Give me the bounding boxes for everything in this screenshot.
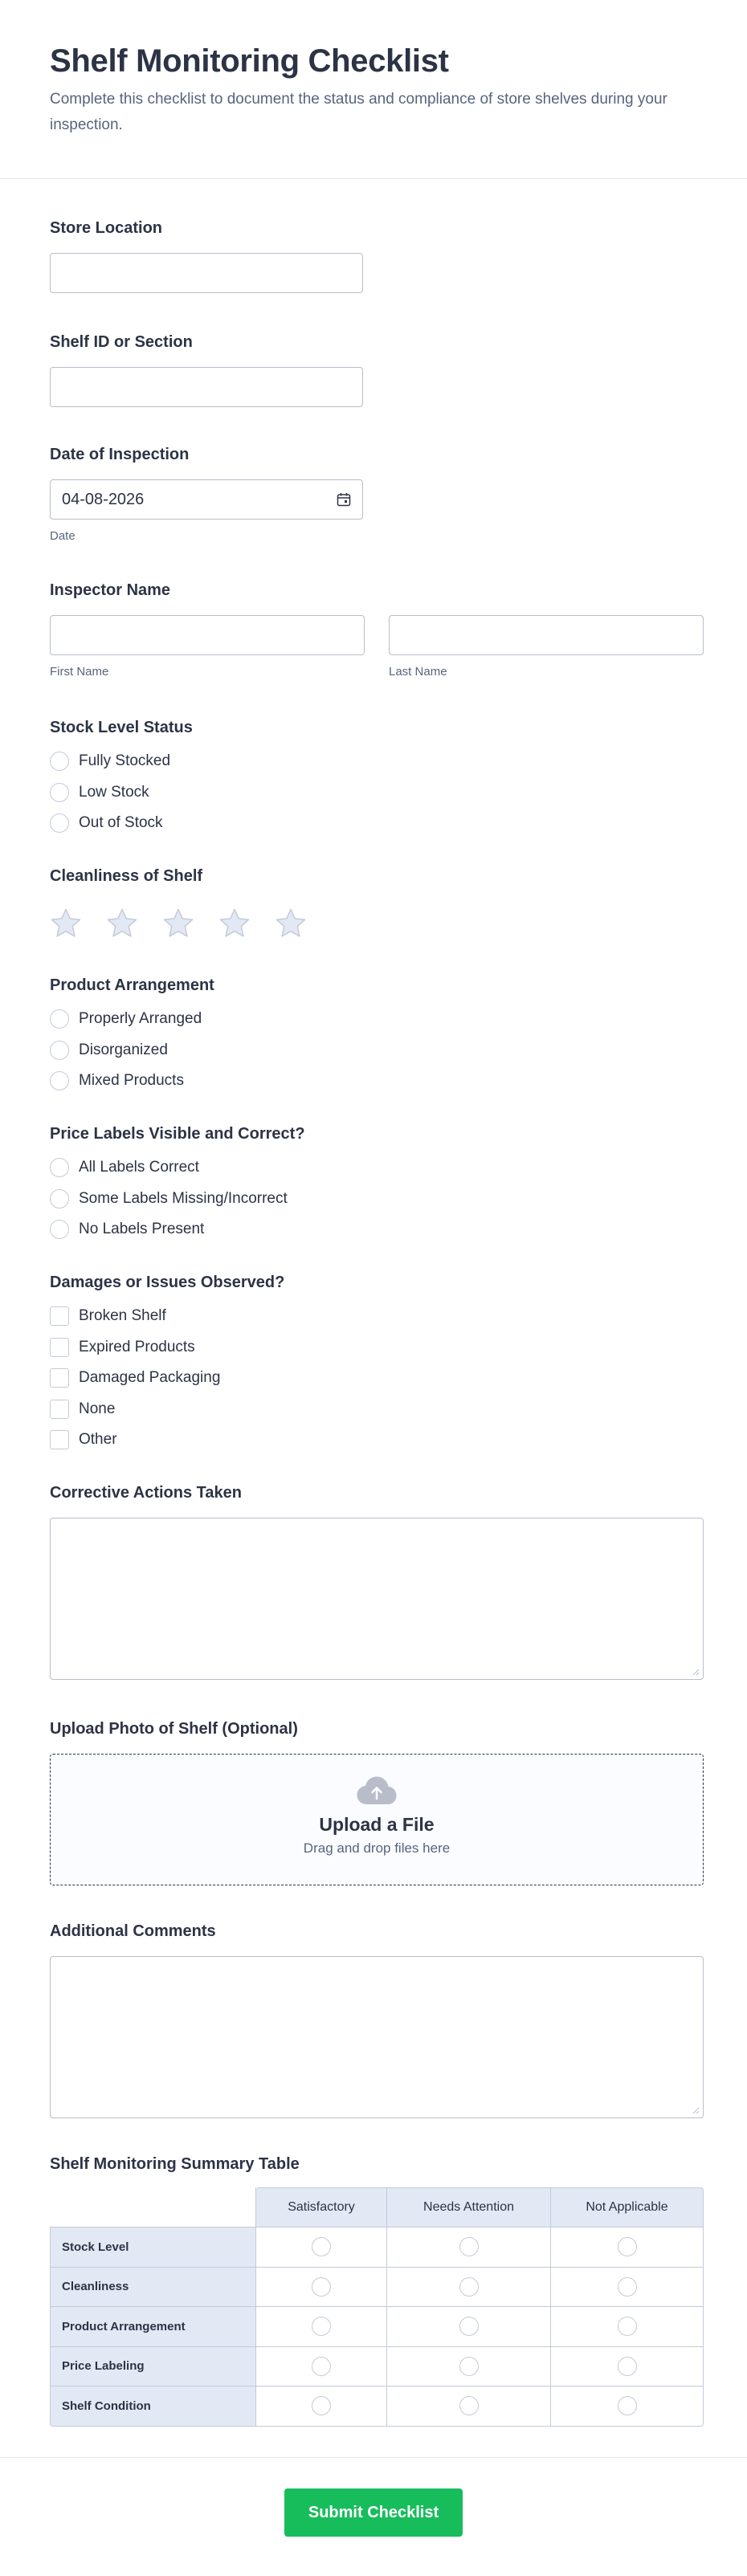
radio-button[interactable] [618, 2317, 637, 2336]
option-label: All Labels Correct [79, 1159, 199, 1176]
matrix-cell[interactable] [256, 2386, 387, 2427]
inspector-name-fields [50, 615, 704, 679]
damages-option[interactable] [50, 1429, 704, 1450]
star-icon[interactable] [218, 907, 251, 940]
radio-button[interactable] [312, 2357, 331, 2376]
radio-button[interactable] [50, 752, 69, 771]
radio-button[interactable] [50, 1009, 69, 1029]
damages-option[interactable] [50, 1306, 704, 1327]
checkbox[interactable] [50, 1400, 69, 1419]
price-labels-option[interactable] [50, 1219, 704, 1240]
store-location-question [50, 218, 704, 293]
matrix-row [50, 2268, 704, 2308]
matrix-cell[interactable] [551, 2386, 704, 2427]
submit-button[interactable]: Submit Checklist [284, 2488, 463, 2537]
resize-handle-icon[interactable] [692, 1668, 700, 1676]
form-content [0, 218, 747, 2427]
arrangement-options [50, 1009, 704, 1091]
option-label: Broken Shelf [79, 1307, 166, 1324]
store-location-input[interactable] [50, 253, 363, 293]
matrix-header-row [50, 2187, 704, 2228]
last-name-sublabel: Last Name [389, 665, 447, 679]
date-value: 04-08-2026 [62, 490, 145, 508]
radio-button[interactable] [312, 2317, 331, 2336]
matrix-cell[interactable] [551, 2347, 704, 2387]
star-icon[interactable] [162, 907, 194, 940]
shelf-id-input[interactable] [50, 367, 363, 407]
price-labels-option[interactable] [50, 1188, 704, 1209]
matrix-row [50, 2386, 704, 2427]
star-rating [50, 907, 704, 940]
option-label: None [79, 1400, 116, 1417]
arrangement-label: Product Arrangement [50, 976, 214, 994]
radio-button[interactable] [618, 2237, 637, 2256]
radio-button[interactable] [618, 2396, 637, 2415]
damages-label: Damages or Issues Observed? [50, 1274, 285, 1291]
inspector-name-question [50, 580, 704, 679]
matrix-cell[interactable] [387, 2268, 551, 2308]
damages-option[interactable] [50, 1337, 704, 1358]
matrix-cell[interactable] [387, 2228, 551, 2268]
option-label: Fully Stocked [79, 752, 171, 769]
cloud-upload-icon [356, 1775, 398, 1806]
form-title: Shelf Monitoring Checklist [50, 43, 449, 79]
radio-button[interactable] [618, 2357, 637, 2376]
star-icon[interactable] [50, 907, 82, 940]
store-location-label: Store Location [50, 219, 163, 237]
last-name-group [389, 615, 704, 679]
summary-label: Shelf Monitoring Summary Table [50, 2155, 300, 2173]
cleanliness-label: Cleanliness of Shelf [50, 867, 203, 885]
stock-level-option[interactable] [50, 751, 704, 772]
stock-level-option[interactable] [50, 813, 704, 834]
radio-button[interactable] [459, 2237, 479, 2256]
option-label: Damaged Packaging [79, 1369, 221, 1386]
radio-button[interactable] [50, 1041, 69, 1060]
price-labels-question [50, 1123, 704, 1240]
matrix-cell[interactable] [387, 2386, 551, 2427]
matrix-cell[interactable] [256, 2228, 387, 2268]
first-name-sublabel: First Name [50, 665, 109, 679]
price-labels-options [50, 1157, 704, 1240]
arrangement-option[interactable] [50, 1070, 704, 1091]
radio-button[interactable] [312, 2396, 331, 2415]
matrix-row [50, 2228, 704, 2268]
first-name-group [50, 615, 365, 679]
form-header [0, 0, 747, 179]
arrangement-option[interactable] [50, 1040, 704, 1061]
damages-option[interactable] [50, 1399, 704, 1420]
matrix-cell[interactable] [551, 2268, 704, 2308]
matrix-column-header: Needs Attention [387, 2187, 551, 2228]
matrix-corner [50, 2187, 256, 2228]
option-label: No Labels Present [79, 1221, 205, 1237]
radio-button[interactable] [459, 2396, 479, 2415]
damages-option[interactable] [50, 1367, 704, 1388]
option-label: Disorganized [79, 1041, 168, 1058]
inspector-name-label: Inspector Name [50, 581, 171, 599]
comments-label: Additional Comments [50, 1922, 216, 1940]
radio-button[interactable] [50, 1158, 69, 1177]
last-name-input[interactable] [389, 615, 704, 655]
form-footer [0, 2457, 747, 2576]
arrangement-option[interactable] [50, 1009, 704, 1029]
option-label: Properly Arranged [79, 1010, 202, 1027]
star-icon[interactable] [275, 907, 307, 940]
radio-button[interactable] [459, 2317, 479, 2336]
option-label: Some Labels Missing/Incorrect [79, 1189, 288, 1207]
matrix-cell[interactable] [551, 2307, 704, 2347]
radio-button[interactable] [50, 1220, 69, 1239]
stock-level-options [50, 751, 704, 834]
matrix-row-header: Price Labeling [50, 2347, 256, 2387]
radio-button[interactable] [50, 1071, 69, 1090]
calendar-icon[interactable] [337, 492, 351, 507]
matrix-column-header: Satisfactory [256, 2187, 387, 2228]
resize-handle-icon[interactable] [692, 2106, 700, 2114]
date-question [50, 444, 704, 543]
radio-button[interactable] [50, 813, 69, 833]
matrix-cell[interactable] [387, 2307, 551, 2347]
comments-question [50, 1921, 704, 2118]
damages-options [50, 1306, 704, 1450]
checkbox[interactable] [50, 1368, 69, 1388]
matrix-row-header: Shelf Condition [50, 2386, 256, 2427]
price-labels-option[interactable] [50, 1157, 704, 1178]
matrix-column-header: Not Applicable [551, 2187, 704, 2228]
matrix-row [50, 2347, 704, 2387]
upload-dropzone[interactable] [50, 1754, 704, 1885]
matrix-row-header: Stock Level [50, 2228, 256, 2268]
radio-button[interactable] [459, 2357, 479, 2376]
cleanliness-question [50, 866, 704, 940]
upload-subtitle: Drag and drop files here [303, 1840, 451, 1856]
corrective-label: Corrective Actions Taken [50, 1484, 242, 1502]
radio-button[interactable] [312, 2237, 331, 2256]
shelf-id-label: Shelf ID or Section [50, 333, 193, 351]
shelf-id-question [50, 332, 704, 407]
radio-button[interactable] [459, 2277, 479, 2297]
option-label: Other [79, 1431, 117, 1448]
corrective-textarea[interactable] [50, 1518, 704, 1680]
radio-button[interactable] [312, 2277, 331, 2297]
radio-button[interactable] [50, 1189, 69, 1209]
star-icon[interactable] [106, 907, 138, 940]
upload-title: Upload a File [319, 1814, 435, 1835]
matrix-cell[interactable] [256, 2307, 387, 2347]
stock-level-question [50, 717, 704, 834]
form-subtitle: Complete this checklist to document the status and compliance of store shelves during your inspection. [50, 91, 667, 133]
matrix-cell[interactable] [256, 2268, 387, 2308]
matrix-cell[interactable] [387, 2347, 551, 2387]
option-label: Out of Stock [79, 814, 163, 831]
date-label: Date of Inspection [50, 446, 190, 463]
radio-button[interactable] [50, 783, 69, 802]
matrix-row-header: Product Arrangement [50, 2307, 256, 2347]
first-name-input[interactable] [50, 615, 365, 655]
damages-question [50, 1272, 704, 1450]
stock-level-label: Stock Level Status [50, 719, 193, 736]
matrix-cell[interactable] [256, 2347, 387, 2387]
date-input[interactable] [50, 479, 363, 520]
date-sublabel: Date [50, 529, 76, 543]
option-label: Mixed Products [79, 1072, 184, 1089]
matrix-row-header: Cleanliness [50, 2268, 256, 2308]
price-labels-label: Price Labels Visible and Correct? [50, 1125, 305, 1143]
summary-matrix [50, 2187, 704, 2427]
matrix-cell[interactable] [551, 2228, 704, 2268]
upload-label: Upload Photo of Shelf (Optional) [50, 1720, 298, 1738]
checkbox[interactable] [50, 1338, 69, 1357]
radio-button[interactable] [618, 2277, 637, 2297]
arrangement-question [50, 975, 704, 1091]
checkbox[interactable] [50, 1430, 69, 1449]
matrix-row [50, 2307, 704, 2347]
upload-question [50, 1718, 704, 1885]
option-label: Expired Products [79, 1338, 195, 1355]
checkbox[interactable] [50, 1306, 69, 1326]
corrective-question [50, 1482, 704, 1680]
option-label: Low Stock [79, 783, 149, 801]
summary-question [50, 2154, 704, 2427]
stock-level-option[interactable] [50, 782, 704, 803]
comments-textarea[interactable] [50, 1956, 704, 2118]
